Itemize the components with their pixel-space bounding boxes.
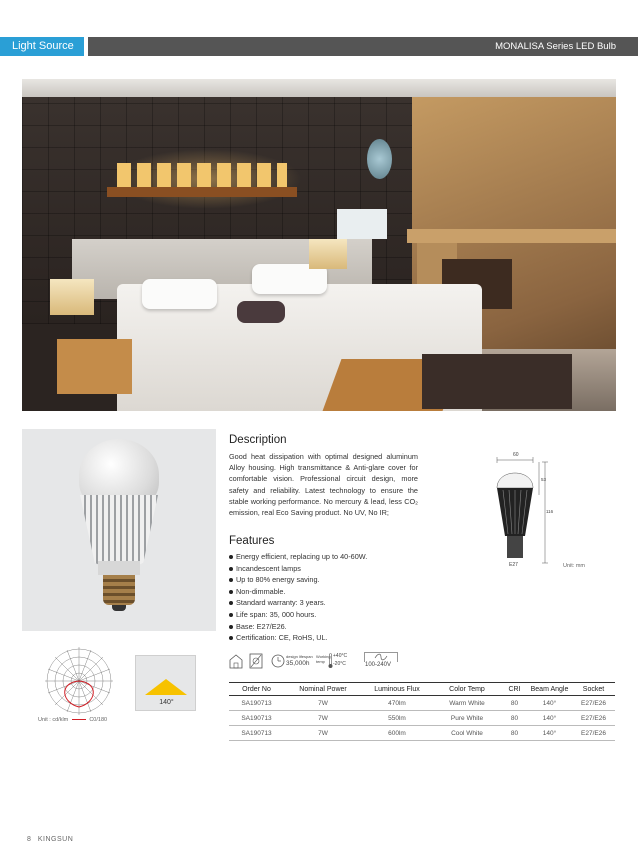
series-title: MONALISA Series LED Bulb	[88, 37, 638, 56]
clock-icon	[271, 654, 285, 668]
dim-height-label: 116	[546, 509, 554, 514]
dimension-drawing	[487, 450, 567, 575]
bullet-icon	[229, 590, 233, 594]
table-row: SA190713 7W 550lm Pure White 80 140° E27/E26	[229, 711, 615, 726]
bullet-icon	[229, 636, 233, 640]
table-row: SA190713 7W 600lm Cool White 80 140° E27/E26	[229, 726, 615, 741]
table-row: SA190713 7W 470lm Warm White 80 140° E27/E26	[229, 696, 615, 711]
bulb-heatsink	[80, 495, 158, 567]
dimension-unit: Unit: mm	[563, 563, 585, 569]
legend-line-icon	[72, 719, 86, 720]
bullet-icon	[229, 625, 233, 629]
col-order-no: Order No	[229, 683, 284, 696]
bullet-icon	[229, 578, 233, 582]
section-label: Light Source	[0, 37, 84, 56]
lifespan-icon: design lifespan 35,000h	[271, 651, 317, 671]
feature-item: Energy efficient, replacing up to 40-60W.	[229, 551, 429, 563]
page-number: 8	[27, 836, 31, 843]
bullet-icon	[229, 613, 233, 617]
bullet-icon	[229, 601, 233, 605]
col-luminous-flux: Luminous Flux	[362, 683, 432, 696]
beam-cone-icon	[145, 679, 187, 695]
dim-diameter-label: 60	[513, 452, 519, 458]
table-header-row	[229, 683, 615, 696]
indoor-use-icon	[229, 651, 243, 671]
polar-unit-label: Unit : cd/klm	[38, 717, 69, 723]
feature-item: Incandescent lamps	[229, 563, 429, 575]
bullet-icon	[229, 555, 233, 559]
non-dimmable-icon	[249, 651, 263, 671]
brand-logo: KINGSUN	[37, 836, 74, 843]
ac-wave-icon	[364, 652, 398, 662]
col-cri: CRI	[502, 683, 527, 696]
features-heading: Features	[229, 535, 275, 547]
feature-item: Non-dimmable.	[229, 586, 429, 598]
col-beam-angle: Beam Angle	[527, 683, 572, 696]
col-color-temp: Color Temp	[432, 683, 502, 696]
working-temp-icon: Working temp +40°C -20°C	[316, 653, 348, 667]
dim-top-label: 53	[541, 477, 547, 482]
feature-item: Certification: CE, RoHS, UL.	[229, 632, 429, 644]
features-list	[229, 551, 429, 644]
product-image	[22, 429, 216, 631]
beam-angle-label: 140°	[159, 699, 174, 706]
col-nominal-power: Nominal Power	[284, 683, 362, 696]
description-text: Good heat dissipation with optimal designed aluminum Alloy housing. High transmittance & Anti-glare cover for comfortable vision. Professional circuit design, more safety and reliability. Latest technology to ensure the stable working performance. No mercury & lead, less CO₂ emission, real Eco Saving product. No UV, No IR;	[229, 452, 418, 518]
page-footer	[27, 836, 73, 843]
beam-angle-box	[135, 655, 196, 711]
spec-table	[229, 682, 615, 741]
bullet-icon	[229, 567, 233, 571]
feature-item: Life span: 35, 000 hours.	[229, 609, 429, 621]
polar-legend-label: C0/180	[89, 717, 108, 723]
dim-base-label: E27	[509, 562, 518, 568]
feature-item: Standard warranty: 3 years.	[229, 597, 429, 609]
feature-item: Base: E27/E26.	[229, 621, 429, 633]
header-bar	[0, 37, 638, 56]
voltage-icon: 100-240V	[363, 651, 399, 671]
feature-item: Up to 80% energy saving.	[229, 574, 429, 586]
col-socket: Socket	[572, 683, 615, 696]
bulb-base	[103, 575, 135, 605]
hotel-room-photo	[22, 79, 616, 411]
polar-legend	[38, 717, 128, 723]
description-heading: Description	[229, 434, 287, 446]
polar-light-distribution-chart	[38, 641, 120, 721]
